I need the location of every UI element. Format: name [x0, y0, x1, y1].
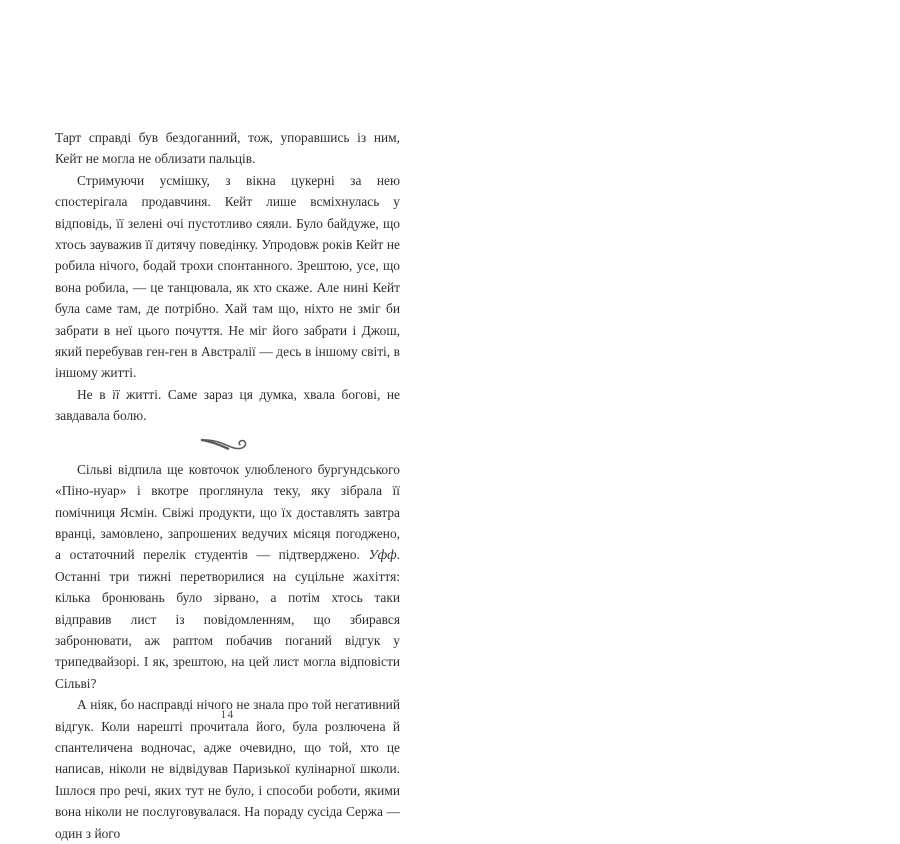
- page-right: [450, 0, 900, 817]
- paragraph-text-before-italic: Не в: [77, 386, 113, 402]
- italic-emphasis: Уфф: [368, 547, 397, 563]
- paragraph-with-italic: [55, 459, 400, 694]
- paragraph: Стримуючи усмішку, з вікна цукерні за нею спостерігала продавчиня. Кейт лише всміхнулась у відповідь, її зелені очі пустотливо сяяли. Було байдуже, що хтось зауважив її дитячу поведінку. Упродовж років Кейт не робила нічого, бодай трохи спонтанного. Зрештою, усе, що вона робила, — це танцювала, як хто скаже. Але нині Кейт була саме там, де потрібно. Хай там що, ніхто не зміг би забрати в неї цього почуття. Не міг його забрати і Джош, який перебував ген-ген в Австралії — десь в іншому світі, в іншому житті.: [55, 172, 400, 381]
- section-divider-ornament: [55, 427, 400, 459]
- paragraph-text-after-italic: . Останні три тижні перетворилися на суцільне жахіття: кілька бронювань було зірвано, а потім хтось таки відправив лист із повідомленням, що збирався забронювати, аж раптом побачив поганий відгук у трипедвайзорі. І як, зрештою, на цей лист могла відповісти Сільві?: [55, 547, 400, 691]
- paragraph-with-italic: [55, 384, 400, 427]
- calligraphic-swash-icon: [198, 434, 258, 454]
- paragraph-text-before-italic: Сільві відпила ще ковточок улюбленого бургундського «Піно-нуар» і вкотре проглянула теку, яку зібрала її помічниця Ясмін. Свіжі продукти, що їх доставлять завтра вранці, замовлено, запрошених ведучих місяця погоджено, а остаточний перелік студентів — підтверджено.: [55, 461, 400, 563]
- italic-emphasis: її: [112, 386, 120, 402]
- left-page-text-column: [55, 127, 400, 844]
- paragraph: А ніяк, бо насправді нічого не знала про той негативний відгук. Коли нарешті прочитала його, була розлючена й спантеличена водночас, адже очевидно, що той, хто це написав, ніколи не відвідував Паризької кулінарної школи. Ішлося про речі, яких тут не було, і способи роботи, якими вона ніколи не послуговувалася. На пораду сусіда Сержа — один з його: [55, 697, 400, 841]
- page-left: [0, 0, 450, 841]
- paragraph-text-after-italic: житті. Саме зараз ця думка, хвала богові, не завдавала болю.: [55, 386, 400, 424]
- page-number-left: 14: [220, 709, 235, 721]
- paragraph: Тарт справді був бездоганний, тож, упоравшись із ним, Кейт не могла не облизати пальців.: [55, 130, 400, 167]
